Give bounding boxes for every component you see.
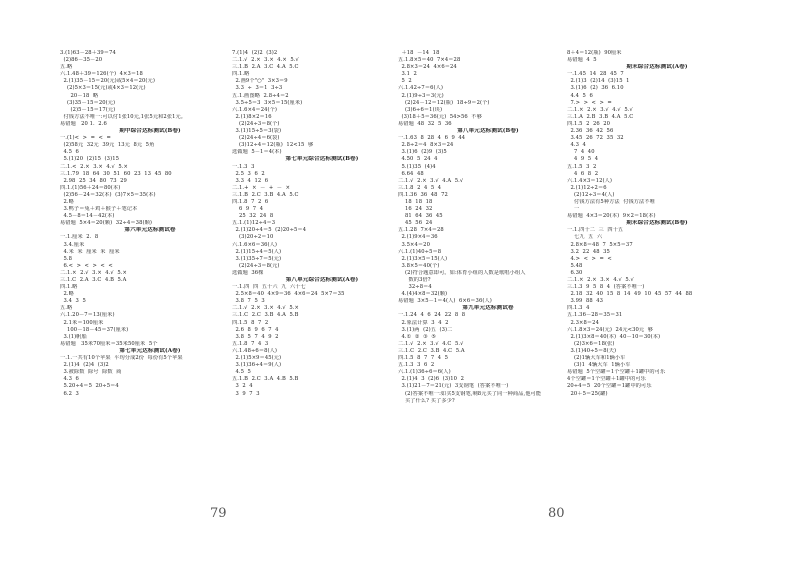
answer-line: 4.5－8＝14－42(本): [60, 213, 115, 220]
answer-line: 2.6 8 9 6 7 4: [232, 326, 279, 333]
answer-line: 2.36 36 42 56: [567, 128, 614, 135]
answer-line: 6 9 7 4: [232, 206, 264, 213]
answer-line: 六.1.42÷7＝6(人): [398, 85, 444, 92]
answer-line: (3)20÷2＝10: [232, 234, 274, 241]
answer-line: 三.1.B 2.A 3.C 4.A 5.C: [232, 64, 299, 71]
section-heading: 第九单元达标测试卷: [462, 305, 514, 312]
answer-line: 四.1.5 2 26 20: [567, 120, 611, 127]
answer-line: 二.1.√ 2.× 3.√ 4.C 5.√: [398, 340, 464, 347]
answer-line: 四.1.3 4: [567, 305, 590, 312]
answer-line: 2.略: [60, 291, 74, 298]
answer-line: 易错题 35米70厘米＝35米50厘米 5个: [60, 340, 158, 347]
answer-line: 2.(1)12÷2＝6: [567, 184, 607, 191]
answer-line: 3.8 7 5 3: [232, 298, 265, 305]
right-page-number: 80: [548, 506, 565, 521]
answer-line: 五.1.8 7 4 3: [232, 340, 269, 347]
answer-line: 4.5 5: [232, 369, 251, 376]
answer-line: 2.(1)3×8＝40(本) 40－10＝30(本): [567, 333, 661, 340]
answer-line: 三.1.3 9 5 8 4 (答案不唯一): [567, 284, 645, 291]
section-heading: 第六单元达标测试卷: [124, 227, 176, 234]
answer-line: (2)答案不唯一:如买5支钢笔,剩8元买了同一种商品,他可能: [398, 390, 542, 397]
answer-line: 四.1.8 7 2 6: [232, 198, 269, 205]
answer-line: 易错题 3×5－1＝4(人) 6×6＝36(人): [398, 298, 492, 305]
answer-line: 五.1.(1)12÷4＝3: [232, 220, 276, 227]
answer-line: 五.1.5 3 2: [567, 163, 597, 170]
answer-line: 易错题 4×3＝20(本) 9×2＝18(本): [567, 213, 656, 220]
answer-line: 付钱方法不唯一:可以付1张10元,1张5元和2张1元。: [60, 113, 187, 120]
answer-line: 六.1.6×6＝36(人): [232, 241, 278, 248]
answer-line: 2.(1)3×5＝15(人): [398, 255, 448, 262]
answer-line: 7.> > < > =: [567, 99, 612, 106]
answer-line: 5 2: [398, 78, 412, 85]
section-heading: 第七单元达标测试(A卷): [119, 347, 181, 354]
answer-line: 3.3 4 12 6: [232, 177, 269, 184]
answer-line: 五.1.3 3 6 2: [398, 362, 435, 369]
answer-line: 六.1.48÷6＝8(人): [232, 347, 278, 354]
answer-line: 2.(1)4 3 (2)6 (3)10 2: [398, 376, 464, 383]
answer-line: (3)35－15＝20(元): [60, 99, 116, 106]
answer-line: 3.4 3 5: [60, 298, 86, 305]
answer-line: 三.1.C 2.C 3.B 4.A 5.B: [232, 312, 299, 319]
answer-line: 五.1.36－28＝35＝31: [567, 312, 623, 319]
answer-line: 四.1.(1)56＋24＝80(本): [60, 184, 121, 191]
answer-line: 五.1.8×5＝40 7×4＝28: [398, 57, 461, 64]
answer-line: 3.(1)6 (2)9 (3)5: [398, 149, 447, 156]
answer-line: (2)12÷3＝4(人): [567, 191, 615, 198]
answer-line: (2)5－15＝17(元): [60, 106, 116, 113]
answer-line: 2.(1)20÷4＝5 (2)20÷5＝4: [232, 227, 307, 234]
answer-line: 3.1 2: [398, 71, 417, 78]
answer-line: 四.1.略: [232, 71, 250, 78]
answer-line: 三.1.C 2.C 3.B 4.C 5.A: [398, 347, 465, 354]
answer-line: 3.(1)36÷4＝9(人): [232, 362, 282, 369]
answer-line: 2.1米＝100厘米: [60, 319, 104, 326]
answer-line: 2.画9个"○" 3×3＝9: [232, 78, 288, 85]
answer-line: 3.4.厘米: [60, 241, 85, 248]
answer-line: 3.5×4＝20: [398, 241, 430, 248]
left-page-column-1: [60, 50, 240, 398]
answer-line: (2)24÷4＝6(袋): [232, 135, 280, 142]
answer-line: 3.2 22 48 35: [567, 248, 610, 255]
answer-line: 2.98 25 34 80 73 29: [60, 177, 127, 184]
answer-line: 四.1.36 36 48 72: [398, 191, 448, 198]
answer-line: 四.1.5 8 7 2: [232, 319, 269, 326]
answer-line: 4.5 6: [60, 149, 79, 156]
answer-line: 三.1.C 2.A 3.C 4.B 5.A: [60, 277, 127, 283]
answer-line: 4.4 5 6: [567, 92, 593, 99]
left-page-number: 79: [210, 506, 227, 521]
answer-line: 4 6 8 2: [567, 170, 599, 177]
answer-line: 2.(1)3 (2)14 (3)15 1: [567, 78, 630, 85]
answer-line: 3 9 7 3: [232, 390, 260, 397]
answer-line: 一.1.63 8 28 4 6 9 44: [398, 135, 466, 142]
answer-line: 2.(1)9×4＝36: [398, 234, 438, 241]
answer-line: 易错题 20 1. 2.6: [60, 120, 107, 127]
answer-line: 2.象法计算 3 4 2: [398, 319, 449, 326]
left-page-column-2: [232, 50, 412, 398]
answer-line: 3.99 88 43: [567, 298, 604, 305]
answer-line: (2)5×3＝15(元)或4×3＝12(元): [60, 85, 146, 92]
answer-line: 一.1.24 4 6 24 22 8 8: [398, 312, 466, 319]
answer-line: 3.(1)40÷5＝8(天): [567, 347, 617, 354]
answer-line: 5.8: [60, 255, 73, 262]
answer-line: 100－18－45＝37(厘米): [60, 326, 129, 333]
answer-line: 一.1.一共有10个苹果 平均分成2份 每份有5个苹果: [60, 355, 183, 362]
answer-line: 3.(1)21－7＝21(元) 3支钢笔 (答案不唯一): [398, 383, 509, 390]
answer-line: 易错题 5个空罐＝1个空罐＋1罐中的可乐: [567, 369, 666, 376]
answer-line: 2.8×8＝48 7 5×5＝37: [567, 241, 633, 248]
answer-line: (3)18＋5＝36(元) 54>56 不够: [398, 113, 482, 120]
section-heading: 第八单元综合达标测试(A卷): [285, 277, 359, 283]
answer-line: 5.20÷4＝5 20÷5＝4: [60, 383, 119, 390]
answer-line: 数的3倍?: [398, 277, 431, 283]
answer-line: 2.(1)9÷3＝3(元): [398, 92, 444, 99]
answer-line: 2.18 32 40 15 8 14 49 10 45 57 44 88: [567, 291, 693, 298]
answer-line: 7.(1)4 (2)2 (3)2: [232, 50, 278, 56]
answer-line: 4.50 5 24 4: [398, 156, 438, 163]
answer-line: 6.2 3: [60, 390, 79, 397]
answer-line: (3)1 4辆大车 1辆小车: [567, 362, 631, 369]
answer-line: 一.1.厘米 2. 8: [60, 234, 99, 241]
answer-line: 3.8×5＝40(个): [398, 262, 440, 269]
answer-line: 六.1.48＋39＝126(个) 4×3＝18: [60, 71, 143, 78]
answer-line: 七九 五 六: [567, 234, 603, 241]
answer-line: 六.1.(1)40÷5＝8: [398, 248, 442, 255]
answer-line: (2)58元 32元 39元 13元 8元 5角: [60, 142, 155, 149]
answer-line: 2.(1)35－15＝20(元)或5×4＝20(元): [60, 78, 155, 85]
answer-line: 付钱方法有5种方法 付钱方法不唯: [567, 198, 655, 205]
answer-line: 6.< > < > < <: [60, 262, 113, 269]
answer-line: 2.(1)4 (2)4 (3)2: [60, 362, 109, 369]
answer-line: 二.1.√ 2.× 3.× 4.× 5.√: [232, 57, 299, 64]
answer-line: (2)56－24＝32(本) (3)7×5＝35(本): [60, 191, 156, 198]
answer-line: 一.1.3 3: [232, 163, 255, 170]
answer-line: 3.(1)35÷7＝5(元): [232, 255, 282, 262]
answer-line: 一.1.四 四 五十六 九 六十七: [232, 284, 306, 291]
answer-line: 六.1.20－7＝13(厘米): [60, 312, 115, 319]
answer-line: (2)24÷3＝8(个): [232, 120, 280, 127]
answer-line: 4.3 6: [60, 376, 79, 383]
answer-line: 六.1.4×3＝12(人): [567, 177, 613, 184]
answer-line: 五.略: [60, 64, 73, 71]
answer-line: 3.(1)帆船: [60, 333, 87, 340]
answer-line: 一.(1)< > = < =: [60, 135, 111, 142]
answer-line: 20－18 略: [60, 92, 99, 99]
answer-line: 2.(1)15÷4＝5(人): [232, 248, 282, 255]
answer-line: 六.1.8×3＝24(元) 24元<30元 够: [567, 326, 653, 333]
answer-line: 45 56 24: [398, 220, 433, 227]
answer-line: 六.1.6×4＝24(个): [232, 106, 278, 113]
answer-line: 一: [567, 206, 580, 213]
answer-line: 3.8 5 7 4 9 2: [232, 333, 279, 340]
right-page-column-2: [567, 50, 747, 398]
section-heading: 第七单元综合达标测试(B卷): [285, 156, 359, 163]
answer-line: 5.(1)35 (4)4: [398, 163, 436, 170]
answer-line: 3.鸭子＝兔＋鸡＋猴子＋笔记本: [60, 206, 138, 213]
answer-line: 2.(1)8×2＝16: [232, 113, 272, 120]
answer-line: 5.(1)20 (2)15 (3)15: [60, 156, 119, 163]
answer-line: 2.5 3 6 2: [232, 170, 265, 177]
answer-line: 三.1.B 2.C 3.B 4.A 5.C: [232, 191, 299, 198]
answer-line: 二.1.× 2.× 3.× 4.√ 5.√: [567, 277, 634, 283]
answer-line: 3.被除数 除号 除数 商: [60, 369, 122, 376]
answer-line: 选做题 36棵: [232, 269, 264, 276]
answer-line: 3.3 ÷ 3＝1 3÷3: [232, 85, 283, 92]
answer-line: (2)3×6＝18(张): [567, 340, 615, 347]
answer-line: 32÷8＝4: [398, 284, 432, 291]
answer-line: 4.① ② ③ ⑤: [398, 333, 437, 340]
answer-line: 二.1.√ 2.× 3.× 4.√ 5.×: [232, 305, 299, 312]
answer-line: 选做题 5－1＝4(本): [232, 149, 282, 156]
answer-line: 5.48: [567, 262, 583, 269]
answer-line: 2.5×8＝40 4×9＝36 4×6＝24 5×7＝35: [232, 291, 345, 298]
answer-line: 二.1.+ × － + － ×: [232, 184, 291, 191]
answer-line: 4.3 4: [567, 142, 586, 149]
answer-line: 二.1.√ 2.× 3.√ 4.A 5.√: [398, 177, 464, 184]
answer-line: 4.> < > = <: [567, 255, 612, 262]
answer-line: 一.1.四十二 三 四十五: [567, 227, 624, 234]
answer-line: 25 32 24 8: [232, 213, 274, 220]
answer-line: 3.5÷5＝3 3×5＝15(厘米): [232, 99, 303, 106]
answer-line: 二.1.× 2.× 3.√ 4.√ 5.√: [567, 106, 633, 113]
answer-line: 二.1.< 2.× 3.× 4.√ 5.×: [60, 163, 128, 170]
section-heading: 期中综合达标测试(B卷): [119, 128, 181, 135]
answer-line: 五.1.画图略 2.8÷4＝2: [232, 92, 289, 99]
answer-line: 五.1.28 7×4＝28: [398, 227, 444, 234]
answer-line: 易错题 48 32 5 36: [398, 120, 452, 127]
answer-line: 4.(4)4×8＝32(颗): [398, 291, 448, 298]
answer-line: 20＋5＝25(罐): [567, 390, 608, 397]
answer-line: 六.1.(1)36÷6＝6(人): [398, 369, 451, 376]
answer-line: (2)86－35－20: [60, 57, 103, 64]
answer-line: 三.1.8 2 4 5 4: [398, 184, 442, 191]
answer-line: 易错题 4 5: [567, 57, 597, 64]
answer-line: (3)12÷4＝12(瓶) 12<15 够: [232, 142, 314, 149]
answer-line: 四.1.5 8 7 7 4 5: [398, 355, 449, 362]
answer-line: 五.略: [60, 305, 73, 312]
answer-line: 6.64 48: [398, 170, 424, 177]
answer-line: 2.(1)5×9＝45(元): [232, 355, 282, 362]
answer-line: 20÷4＝5 20个空罐＝1罐中的可乐: [567, 383, 652, 390]
section-heading: 期末综合达标测试(B卷): [626, 220, 688, 227]
answer-line: 4.米 米 厘米 米 厘米: [60, 248, 120, 255]
answer-line: 7 4 40: [567, 149, 595, 156]
answer-line: 3 2 4: [232, 383, 253, 390]
answer-line: 三.1.A 2.B 3.B 4.A 5.C: [567, 113, 634, 120]
answer-line: 2.8÷2＝4 8×3＝24: [398, 142, 454, 149]
answer-line: 易错题 5×4＝20(颗) 32÷4＝38(颗): [60, 220, 153, 227]
answer-line: 2.8×3＝24 4×6＝24: [398, 64, 457, 71]
answer-line: 2.3×8＝24: [567, 319, 599, 326]
answer-line: 4个空罐＝1个空罐＋1罐中的可乐: [567, 376, 646, 383]
answer-line: 3.(1)6 (2) 36 6.10: [567, 85, 624, 92]
answer-line: (3)6÷6＝1(块): [398, 106, 443, 113]
answer-line: 3.(1)两 (2)五 (3)二: [398, 326, 453, 333]
answer-line: 3.45 26 72 35 32: [567, 135, 624, 142]
answer-line: (2)24－12＝12(瓶) 18÷9＝2(个): [398, 99, 490, 106]
answer-line: 五.1.B 2.C 3.A 4.B 5.B: [232, 376, 299, 383]
answer-line: 8＋4＝12(瓶) 90厘米: [567, 50, 622, 56]
answer-line: (2)1辆大车和1辆小车: [567, 355, 626, 362]
answer-line: 3.(1)63－28＋39＝74: [60, 50, 116, 56]
answer-line: 81 64 36 45: [398, 213, 443, 220]
answer-line: 四.1.略: [60, 284, 78, 291]
answer-line: 二.1.× 2.√ 3.× 4.√ 5.×: [60, 269, 127, 276]
answer-line: 一.1.45 14 28 45 7: [567, 71, 624, 78]
answer-line: 2.略: [60, 198, 74, 205]
section-heading: 期末综合达标测试(A卷): [626, 64, 688, 71]
answer-line: 买了什么? 买了多少?: [398, 397, 455, 404]
section-heading: 第八单元达标测试(B卷): [457, 128, 519, 135]
answer-line: (2)符合题意即可。如:体育小组的人数是歌唱小组人: [398, 269, 526, 276]
answer-line: 3.(1)15÷5＝3(袋): [232, 128, 282, 135]
answer-line: 4 9 5 4: [567, 156, 599, 163]
answer-line: 三.1.79 18 64 30 51 60 23 13 45 80: [60, 170, 172, 177]
answer-line: 16 24 32: [398, 206, 433, 213]
right-page-column-1: [398, 50, 578, 405]
answer-line: ＋18 －14 18: [398, 50, 440, 56]
answer-line: 18 18 18: [398, 198, 433, 205]
answer-line: (2)24÷3＝8(元): [232, 262, 280, 269]
answer-line: 6.30: [567, 269, 583, 276]
